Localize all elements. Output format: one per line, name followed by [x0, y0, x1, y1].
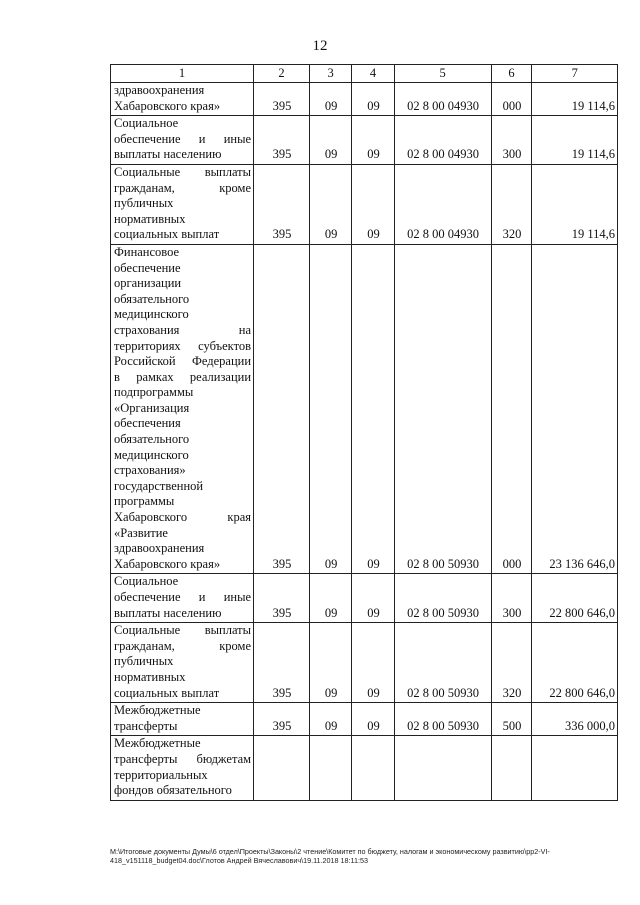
column-header-7: 7	[532, 65, 618, 83]
row-name-line: медицинского	[114, 447, 189, 462]
row-name-line: выплаты населению	[114, 605, 222, 620]
amount-cell	[532, 736, 618, 800]
row-name-cell	[111, 116, 254, 165]
target-article-cell: 02 8 00 04930	[394, 164, 491, 244]
section-cell: 09	[309, 83, 351, 116]
ministry-code-cell: 395	[254, 703, 310, 736]
column-header-6: 6	[491, 65, 532, 83]
subsection-cell: 09	[352, 574, 394, 623]
row-name-line: «Развитие	[114, 525, 168, 540]
section-cell	[309, 736, 351, 800]
amount-cell: 23 136 646,0	[532, 244, 618, 573]
section-cell: 09	[309, 244, 351, 573]
row-name-cell	[111, 574, 254, 623]
row-name-line: социальных выплат	[114, 685, 220, 700]
ministry-code-cell: 395	[254, 574, 310, 623]
amount-cell: 22 800 646,0	[532, 623, 618, 703]
target-article-cell: 02 8 00 04930	[394, 116, 491, 165]
amount-cell: 22 800 646,0	[532, 574, 618, 623]
row-name-line: Хабаровского края	[114, 510, 252, 525]
budget-table	[110, 64, 618, 801]
row-name-cell	[111, 83, 254, 116]
file-path-footer	[110, 847, 620, 865]
row-name-cell	[111, 736, 254, 800]
row-name-line: Межбюджетные	[114, 736, 201, 751]
subsection-cell: 09	[352, 703, 394, 736]
row-name-line: Российской Федерации	[114, 354, 252, 369]
row-name-line: Социальное	[114, 574, 179, 589]
row-name-cell	[111, 703, 254, 736]
footer-line-2: 418_v151118_budget04.doc\Глотов Андрей Вячеславович\19.11.2018 18:11:53	[110, 856, 368, 865]
table-row	[111, 736, 618, 800]
row-name-line: публичных	[114, 654, 174, 669]
row-name-line: Социальные выплаты	[114, 164, 252, 179]
target-article-cell: 02 8 00 50930	[394, 623, 491, 703]
table-row	[111, 703, 618, 736]
target-article-cell: 02 8 00 50930	[394, 244, 491, 573]
row-name-line: страхования»	[114, 463, 186, 478]
amount-cell: 19 114,6	[532, 164, 618, 244]
section-cell: 09	[309, 623, 351, 703]
table-header-row	[111, 65, 618, 83]
row-name-cell	[111, 623, 254, 703]
column-header-4: 4	[352, 65, 394, 83]
row-name-line: обязательного	[114, 432, 190, 447]
target-article-cell: 02 8 00 04930	[394, 83, 491, 116]
subsection-cell	[352, 736, 394, 800]
row-name-line: обеспечение и иные	[114, 590, 252, 604]
row-name-line: Социальное	[114, 116, 179, 131]
row-name-line: территориальных	[114, 767, 208, 782]
row-name-line: страхования на	[114, 322, 252, 337]
row-name-line: выплаты населению	[114, 147, 222, 162]
row-name-line: трансферты бюджетам	[114, 751, 252, 766]
expense-type-cell: 320	[491, 164, 532, 244]
row-name-line: обеспечение	[114, 260, 181, 275]
row-name-line: гражданам, кроме	[114, 638, 252, 653]
amount-cell: 336 000,0	[532, 703, 618, 736]
row-name-line: Хабаровского края»	[114, 556, 221, 571]
table-row	[111, 244, 618, 573]
section-cell: 09	[309, 164, 351, 244]
row-name-line: здравоохранения	[114, 83, 205, 97]
row-name-line: программы	[114, 494, 175, 509]
row-name-line: территориях субъектов	[114, 338, 252, 353]
table-row	[111, 116, 618, 165]
row-name-line: государственной	[114, 478, 204, 493]
row-name-line: обеспечения	[114, 416, 181, 431]
row-name-line: фондов обязательного	[114, 783, 232, 798]
ministry-code-cell: 395	[254, 623, 310, 703]
column-header-5: 5	[394, 65, 491, 83]
column-header-1: 1	[111, 65, 254, 83]
ministry-code-cell: 395	[254, 116, 310, 165]
expense-type-cell: 320	[491, 623, 532, 703]
row-name-line: гражданам, кроме	[114, 180, 252, 195]
amount-cell: 19 114,6	[532, 116, 618, 165]
table-row	[111, 83, 618, 116]
target-article-cell: 02 8 00 50930	[394, 703, 491, 736]
row-name-line: в рамках реализации	[114, 369, 252, 384]
footer-line-1: M:\Итоговые документы Думы\6 отдел\Проекты\Законы\2 чтение\Комитет по бюджету, налогам и экономическому развитию\pp2-VI-	[110, 847, 550, 856]
row-name-line: «Организация	[114, 400, 190, 415]
ministry-code-cell: 395	[254, 164, 310, 244]
expense-type-cell: 000	[491, 244, 532, 573]
table-row	[111, 574, 618, 623]
column-header-2: 2	[254, 65, 310, 83]
expense-type-cell: 500	[491, 703, 532, 736]
row-name-line: организации	[114, 276, 182, 291]
subsection-cell: 09	[352, 623, 394, 703]
row-name-line: Межбюджетные	[114, 703, 201, 718]
row-name-line: Финансовое	[114, 244, 180, 259]
row-name-line: нормативных	[114, 669, 186, 684]
row-name-line: трансферты	[114, 718, 178, 733]
row-name-line: нормативных	[114, 211, 186, 226]
page-number: 12	[312, 38, 328, 54]
target-article-cell	[394, 736, 491, 800]
column-header-3: 3	[309, 65, 351, 83]
subsection-cell: 09	[352, 83, 394, 116]
row-name-line: обеспечение и иные	[114, 131, 252, 146]
row-name-cell	[111, 164, 254, 244]
expense-type-cell: 000	[491, 83, 532, 116]
section-cell: 09	[309, 116, 351, 165]
table-row	[111, 623, 618, 703]
section-cell: 09	[309, 574, 351, 623]
row-name-line: здравоохранения	[114, 541, 205, 556]
row-name-line: обязательного	[114, 291, 190, 306]
subsection-cell: 09	[352, 164, 394, 244]
row-name-cell	[111, 244, 254, 573]
expense-type-cell: 300	[491, 574, 532, 623]
table-row	[111, 164, 618, 244]
expense-type-cell	[491, 736, 532, 800]
ministry-code-cell: 395	[254, 244, 310, 573]
row-name-line: медицинского	[114, 307, 189, 322]
row-name-line: Хабаровского края»	[114, 98, 221, 113]
row-name-line: социальных выплат	[114, 227, 220, 242]
subsection-cell: 09	[352, 244, 394, 573]
ministry-code-cell: 395	[254, 83, 310, 116]
ministry-code-cell	[254, 736, 310, 800]
target-article-cell: 02 8 00 50930	[394, 574, 491, 623]
subsection-cell: 09	[352, 116, 394, 165]
row-name-line: подпрограммы	[114, 385, 194, 400]
amount-cell: 19 114,6	[532, 83, 618, 116]
section-cell: 09	[309, 703, 351, 736]
expense-type-cell: 300	[491, 116, 532, 165]
row-name-line: публичных	[114, 196, 174, 211]
row-name-line: Социальные выплаты	[114, 623, 252, 638]
